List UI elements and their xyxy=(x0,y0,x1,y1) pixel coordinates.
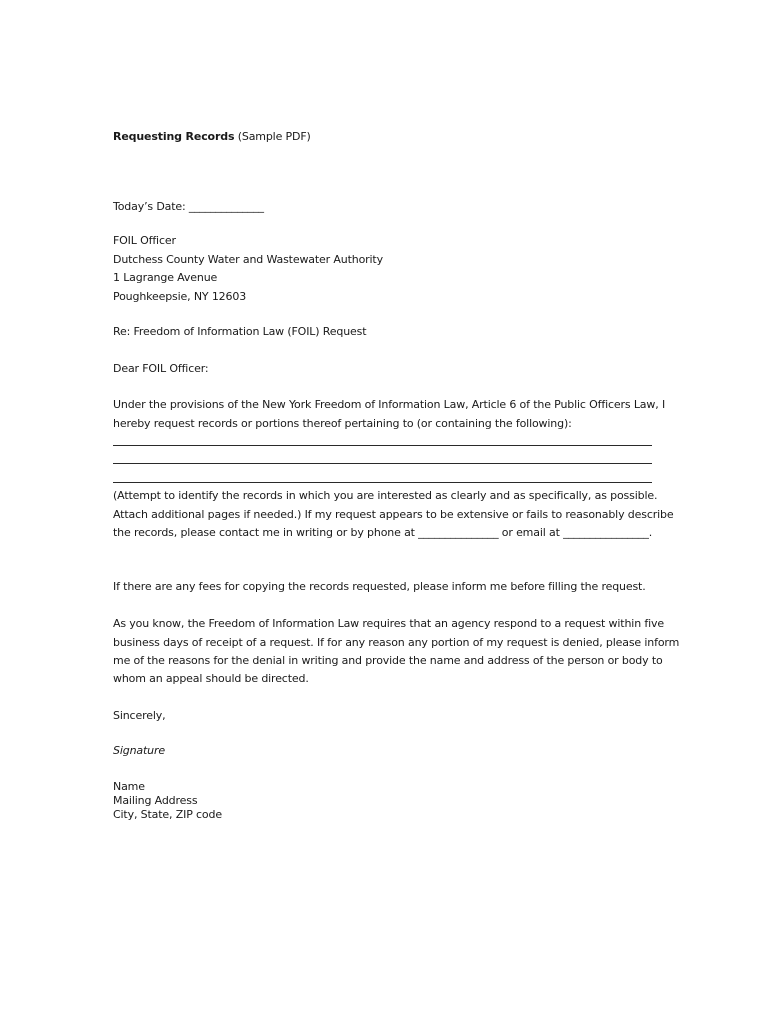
title-rest: (Sample PDF) xyxy=(234,130,311,143)
date-line: Today’s Date: ______________ xyxy=(113,200,264,213)
salutation: Dear FOIL Officer: xyxy=(113,362,209,375)
document-title xyxy=(113,129,311,144)
address-line-2: Dutchess County Water and Wastewater Authority xyxy=(113,253,383,266)
para1-line-2: hereby request records or portions thereof pertaining to (or containing the following): xyxy=(113,417,572,430)
para4-line-4: whom an appeal should be directed. xyxy=(113,672,309,685)
para4-line-2: business days of receipt of a request. If for any reason any portion of my request is denied, please inform xyxy=(113,636,680,649)
closing: Sincerely, xyxy=(113,709,166,722)
blank-line-3 xyxy=(113,482,652,483)
sender-city: City, State, ZIP code xyxy=(113,808,222,821)
para2-line-2: Attach additional pages if needed.) If my request appears to be extensive or fails to reasonably describe xyxy=(113,508,674,521)
re-line: Re: Freedom of Information Law (FOIL) Request xyxy=(113,325,367,338)
blank-line-2 xyxy=(113,463,652,464)
para2-line-3: the records, please contact me in writing or by phone at _______________ or email at ________________. xyxy=(113,526,653,539)
para4-line-1: As you know, the Freedom of Information Law requires that an agency respond to a request within five xyxy=(113,617,664,630)
signature: Signature xyxy=(113,744,165,757)
address-line-1: FOIL Officer xyxy=(113,234,176,247)
para2-line-1: (Attempt to identify the records in which you are interested as clearly and as specifically, as possible. xyxy=(113,489,658,502)
para1-line-1: Under the provisions of the New York Freedom of Information Law, Article 6 of the Public Officers Law, I xyxy=(113,398,666,411)
para4-line-3: me of the reasons for the denial in writing and provide the name and address of the person or body to xyxy=(113,654,663,667)
title-bold: Requesting Records xyxy=(113,130,235,143)
blank-line-1 xyxy=(113,445,652,446)
address-line-3: 1 Lagrange Avenue xyxy=(113,271,218,284)
address-line-4: Poughkeepsie, NY 12603 xyxy=(113,290,247,303)
sender-name: Name xyxy=(113,780,145,793)
sender-address: Mailing Address xyxy=(113,794,198,807)
para3: If there are any fees for copying the records requested, please inform me before filling the request. xyxy=(113,580,646,593)
